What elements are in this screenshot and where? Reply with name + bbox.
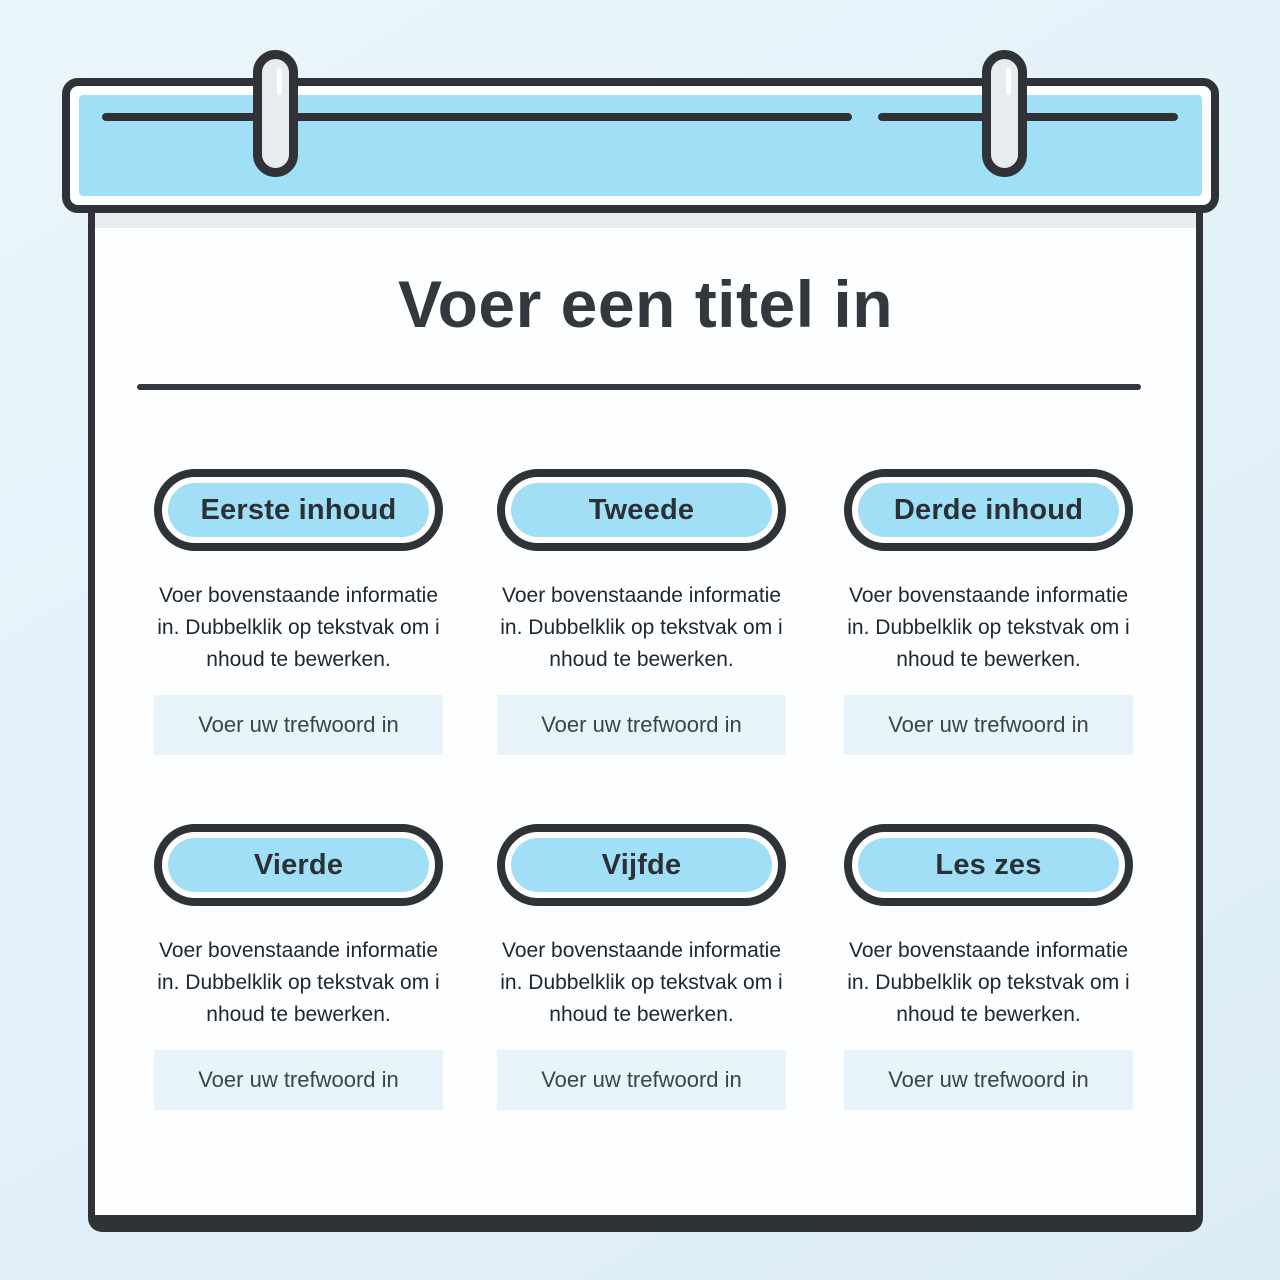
pill-label: Tweede bbox=[588, 493, 695, 526]
content-card-2 bbox=[497, 469, 786, 755]
keyword-placeholder: Voer uw trefwoord in bbox=[198, 1067, 399, 1092]
pill-button-5[interactable] bbox=[497, 824, 786, 906]
content-card-3 bbox=[844, 469, 1133, 755]
pill-button-3[interactable] bbox=[844, 469, 1133, 551]
header-rule-right bbox=[878, 113, 1178, 121]
description-line: Voer bovenstaande informatie bbox=[501, 584, 782, 607]
binder-pin-left-icon bbox=[253, 50, 298, 177]
description-line: Voer bovenstaande informatie bbox=[848, 939, 1129, 962]
pin-highlight bbox=[1006, 68, 1011, 95]
pill-label: Eerste inhoud bbox=[200, 493, 397, 526]
description-line: in. Dubbelklik op tekstvak om i bbox=[500, 616, 783, 639]
clipboard-header-bar bbox=[62, 78, 1219, 213]
pill-label: Vijfde bbox=[601, 848, 682, 881]
description-line: nhoud te bewerken. bbox=[549, 648, 734, 671]
keyword-input-4[interactable] bbox=[154, 1050, 443, 1110]
description-line: Voer bovenstaande informatie bbox=[501, 939, 782, 962]
content-card-5 bbox=[497, 824, 786, 1110]
keyword-placeholder: Voer uw trefwoord in bbox=[198, 712, 399, 737]
keyword-placeholder: Voer uw trefwoord in bbox=[541, 712, 742, 737]
description-textbox-2[interactable] bbox=[497, 580, 786, 676]
description-line: nhoud te bewerken. bbox=[896, 648, 1081, 671]
description-line: nhoud te bewerken. bbox=[206, 1003, 391, 1026]
pill-button-2[interactable] bbox=[497, 469, 786, 551]
pill-button-6[interactable] bbox=[844, 824, 1133, 906]
description-line: Voer bovenstaande informatie bbox=[158, 584, 439, 607]
title-divider bbox=[137, 384, 1141, 390]
content-card-1 bbox=[154, 469, 443, 755]
pill-label: Vierde bbox=[253, 848, 344, 881]
keyword-input-5[interactable] bbox=[497, 1050, 786, 1110]
clipboard-header-fill bbox=[79, 95, 1202, 196]
description-line: nhoud te bewerken. bbox=[206, 648, 391, 671]
pill-fill bbox=[858, 838, 1119, 892]
description-textbox-5[interactable] bbox=[497, 935, 786, 1031]
pill-fill bbox=[168, 483, 429, 537]
content-card-4 bbox=[154, 824, 443, 1110]
keyword-placeholder: Voer uw trefwoord in bbox=[888, 712, 1089, 737]
pill-label: Les zes bbox=[935, 848, 1042, 881]
keyword-input-6[interactable] bbox=[844, 1050, 1133, 1110]
page-title[interactable]: Voer een titel in bbox=[397, 267, 894, 341]
keyword-input-3[interactable] bbox=[844, 695, 1133, 755]
description-line: in. Dubbelklik op tekstvak om i bbox=[847, 971, 1130, 994]
keyword-input-2[interactable] bbox=[497, 695, 786, 755]
description-line: nhoud te bewerken. bbox=[549, 1003, 734, 1026]
description-line: Voer bovenstaande informatie bbox=[158, 939, 439, 962]
header-rule-left bbox=[102, 113, 852, 121]
description-line: Voer bovenstaande informatie bbox=[848, 584, 1129, 607]
description-line: in. Dubbelklik op tekstvak om i bbox=[847, 616, 1130, 639]
pin-highlight bbox=[277, 68, 282, 95]
header-shadow-strip bbox=[95, 212, 1196, 228]
pill-fill bbox=[511, 838, 772, 892]
pill-fill bbox=[168, 838, 429, 892]
description-line: in. Dubbelklik op tekstvak om i bbox=[500, 971, 783, 994]
description-textbox-4[interactable] bbox=[154, 935, 443, 1031]
pill-button-4[interactable] bbox=[154, 824, 443, 906]
keyword-input-1[interactable] bbox=[154, 695, 443, 755]
description-line: in. Dubbelklik op tekstvak om i bbox=[157, 616, 440, 639]
keyword-placeholder: Voer uw trefwoord in bbox=[888, 1067, 1089, 1092]
keyword-placeholder: Voer uw trefwoord in bbox=[541, 1067, 742, 1092]
content-card-6 bbox=[844, 824, 1133, 1110]
description-line: in. Dubbelklik op tekstvak om i bbox=[157, 971, 440, 994]
pill-fill bbox=[511, 483, 772, 537]
description-textbox-1[interactable] bbox=[154, 580, 443, 676]
binder-pin-right-icon bbox=[982, 50, 1027, 177]
description-line: nhoud te bewerken. bbox=[896, 1003, 1081, 1026]
description-textbox-6[interactable] bbox=[844, 935, 1133, 1031]
description-textbox-3[interactable] bbox=[844, 580, 1133, 676]
pill-fill bbox=[858, 483, 1119, 537]
pill-button-1[interactable] bbox=[154, 469, 443, 551]
pill-label: Derde inhoud bbox=[893, 493, 1084, 526]
